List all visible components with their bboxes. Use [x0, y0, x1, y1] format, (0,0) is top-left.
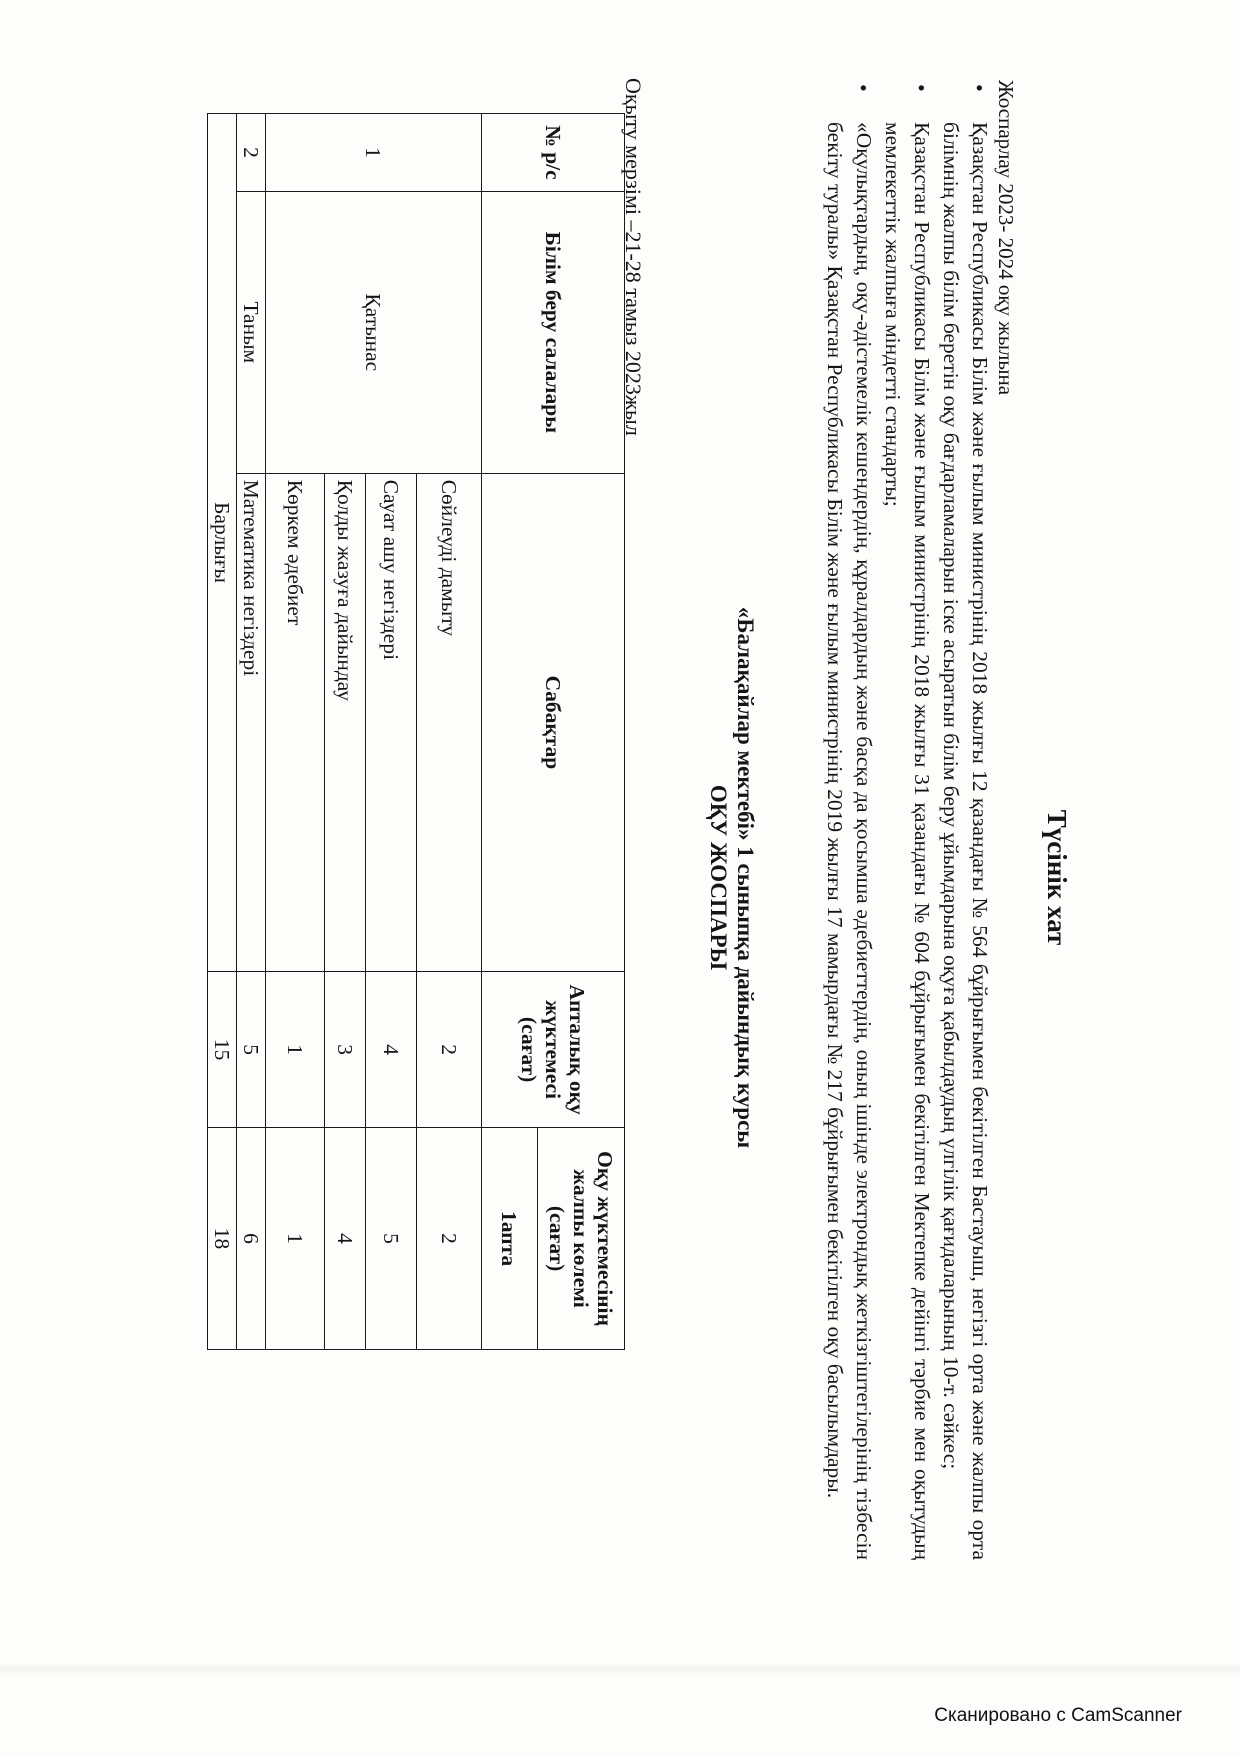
- row-number: 2: [237, 114, 266, 192]
- study-period: Оқыту мерзімі –21-28 тамыз 2023жыл: [621, 78, 646, 436]
- header-total-load: Оқу жүктемесінің жалпы көлемі (сағат): [538, 1128, 625, 1350]
- plan-year-line: Жоспарлау 2023- 2024 оқу жылына: [994, 80, 1018, 396]
- education-area: Қатынас: [266, 191, 482, 473]
- basis-list: [820, 80, 994, 1560]
- week-1-hours: 2: [417, 1128, 482, 1350]
- week-1-hours: 1: [266, 1128, 325, 1350]
- education-area: Таным: [237, 191, 266, 473]
- week-1-hours: 4: [325, 1128, 366, 1350]
- total-weekly-hours: 15: [208, 972, 237, 1128]
- study-plan-table: [207, 113, 625, 1350]
- total-label: Барлығы: [208, 114, 237, 972]
- header-number: № р/с: [482, 114, 625, 192]
- subject-name: Сөйлеуді дамыту: [417, 473, 482, 971]
- subject-name: Математика негіздері: [237, 473, 266, 971]
- basis-item: • «Оқулықтардың, оқу-әдістемелік кешендердің, құралдардың және басқа да қосымша әдебиеттердің, оның ішінде электрондық жеткізгіштегілерінің тізбесін бекіту туралы» Қазақстан Республикасы Білім және ғылым министрінің 2019 жылғы 17 мамырдағы № 217 бұйрығымен бекітілген оқу басылымдары.: [820, 80, 878, 1560]
- basis-item: • Қазақстан Республикасы Білім және ғылым министрінің 2018 жылғы 31 қазандағы № 604 бұйрығымен бекітілген Мектепке дейінгі тәрбие мен оқытудың мемлекеттік жалпыға міндетті стандарты;: [878, 80, 936, 1560]
- total-week-1-hours: 18: [208, 1128, 237, 1350]
- header-week-1: 1апта: [482, 1128, 538, 1350]
- subject-name: Сауат ашу негіздері: [366, 473, 417, 971]
- weekly-hours: 3: [325, 972, 366, 1128]
- document-title: Түсінік хат: [1042, 809, 1072, 946]
- plan-heading: ОҚУ ЖОСПАРЫ: [706, 784, 731, 971]
- row-number: 1: [266, 114, 482, 192]
- weekly-hours: 2: [417, 972, 482, 1128]
- subject-name: Көркем әдебиет: [266, 473, 325, 971]
- header-weekly-load: Апталық оқу жүктемесі (сағат): [482, 972, 625, 1128]
- course-title: «Балақайлар мектебі» 1 сыныпқа дайындық курсы: [733, 606, 758, 1149]
- camscanner-watermark: Сканировано с CamScanner: [934, 1705, 1182, 1726]
- table-row: [417, 114, 482, 1350]
- subject-name: Қолды жазуға дайындау: [325, 473, 366, 971]
- basis-item: • Қазақстан Республикасы Білім және ғылым министрінің 2018 жылғы 12 қазандағы № 564 бұйрығымен бекітілген Бастауыш, негізгі орта және жалпы орта білімнің жалпы білім беретін оқу бағдарламаларын іске асыратын білім беру ұйымдарына оқуға қабылдаудың үлгілік қағидаларының 10-т. сәйкес;: [936, 80, 994, 1560]
- week-1-hours: 6: [237, 1128, 266, 1350]
- table-row: [237, 114, 266, 1350]
- header-education-area: Білім беру салалары: [482, 191, 625, 473]
- weekly-hours: 1: [266, 972, 325, 1128]
- table-header-row: [538, 114, 625, 1350]
- total-row: [208, 114, 237, 1350]
- weekly-hours: 4: [366, 972, 417, 1128]
- header-subjects: Сабақтар: [482, 473, 625, 971]
- week-1-hours: 5: [366, 1128, 417, 1350]
- scan-edge-shadow: [0, 1663, 1240, 1675]
- weekly-hours: 5: [237, 972, 266, 1128]
